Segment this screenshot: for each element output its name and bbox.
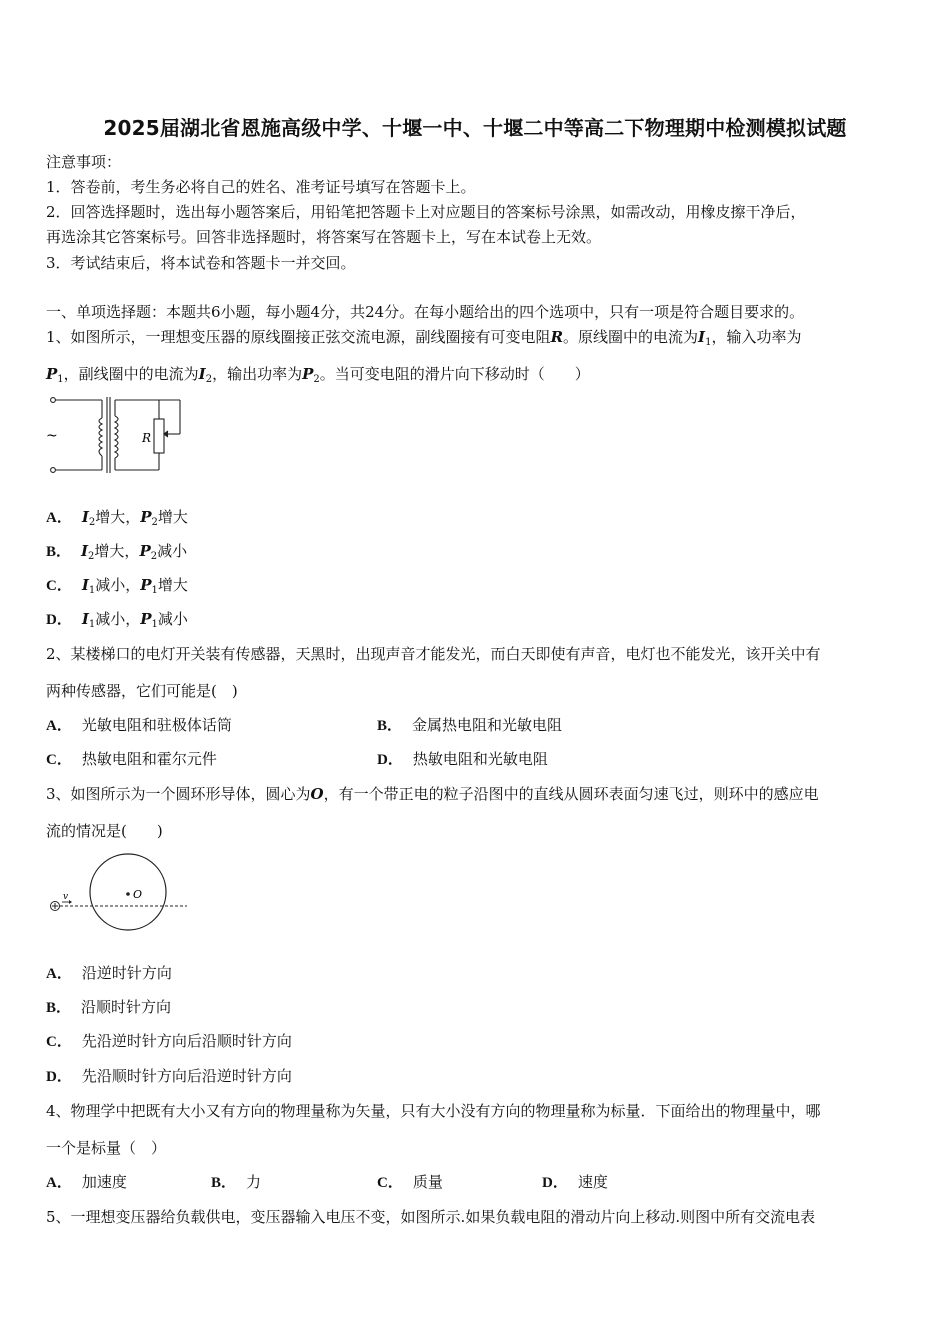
notice-line: 再选涂其它答案标号。回答非选择题时，将答案写在答题卡上，写在本试卷上无效。: [46, 228, 602, 246]
notice-line: 2．回答选择题时，选出每小题答案后，用铅笔把答题卡上对应题目的答案标号涂黑，如需改动，用橡皮擦干净后，: [46, 203, 806, 221]
q4-option-a[interactable]: A． 加速度: [46, 1173, 127, 1191]
section-heading: 一、单项选择题：本题共6小题，每小题4分，共24分。在每小题给出的四个选项中，只有一项是符合题目要求的。: [46, 303, 805, 321]
ring-conductor-figure: [44, 850, 189, 932]
q3-option-d[interactable]: D． 先沿顺时针方向后沿逆时针方向: [46, 1067, 292, 1085]
q1-stem-line2: $P_1$，副线圈中的电流为$I_2$，输出功率为$P_2$。当可变电阻的滑片向下移动时（ ）: [46, 365, 590, 385]
q4-stem-line2: 一个是标量（ ）: [46, 1139, 167, 1157]
notice-line: 3．考试结束后，将本试卷和答题卡一并交回。: [46, 254, 356, 272]
q3-stem-line2: 流的情况是( ): [46, 822, 163, 840]
q2-option-a[interactable]: A． 光敏电阻和驻极体话筒: [46, 716, 232, 734]
ac-source-symbol: ~: [46, 428, 58, 444]
q4-option-c[interactable]: C． 质量: [377, 1173, 443, 1191]
q4-stem-line1: 4、物理学中把既有大小又有方向的物理量称为矢量，只有大小没有方向的物理量称为标量．下面给出的物理量中，哪: [46, 1102, 821, 1120]
page-title: 2025届湖北省恩施高级中学、十堰一中、十堰二中等高二下物理期中检测模拟试题: [103, 116, 847, 140]
q4-option-b[interactable]: B． 力: [211, 1173, 262, 1191]
q3-stem-line1: 3、如图所示为一个圆环形导体，圆心为O，有一个带正电的粒子沿图中的直线从圆环表面匀速飞过，则环中的感应电: [46, 785, 819, 803]
q2-option-c[interactable]: C． 热敏电阻和霍尔元件: [46, 750, 217, 768]
q3-option-b[interactable]: B． 沿顺时针方向: [46, 998, 172, 1016]
q5-stem-line1: 5、一理想变压器给负载供电，变压器输入电压不变，如图所示.如果负载电阻的滑动片向上移动.则图中所有交流电表: [46, 1208, 816, 1226]
notice-heading: 注意事项：: [46, 153, 122, 171]
q1-option-c[interactable]: C． $I_1$减小，$P_1$增大: [46, 576, 188, 596]
q1-option-d[interactable]: D． $I_1$减小，$P_1$减小: [46, 610, 188, 630]
q2-option-b[interactable]: B． 金属热电阻和光敏电阻: [377, 716, 563, 734]
transformer-circuit-figure: [44, 394, 189, 476]
q4-option-d[interactable]: D． 速度: [542, 1173, 608, 1191]
q2-option-d[interactable]: D． 热敏电阻和光敏电阻: [377, 750, 548, 768]
q3-option-a[interactable]: A． 沿逆时针方向: [46, 964, 172, 982]
q2-stem-line1: 2、某楼梯口的电灯开关装有传感器，天黑时，出现声音才能发光，而白天即使有声音，电灯也不能发光，该开关中有: [46, 645, 821, 663]
center-label: O: [133, 888, 143, 901]
q3-option-c[interactable]: C． 先沿逆时针方向后沿顺时针方向: [46, 1032, 292, 1050]
q2-stem-line2: 两种传感器，它们可能是( ): [46, 682, 238, 700]
notice-line: 1．答卷前，考生务必将自己的姓名、准考证号填写在答题卡上。: [46, 178, 476, 196]
q1-option-a[interactable]: A． $I_2$增大，$P_2$增大: [46, 508, 188, 528]
q1-option-b[interactable]: B． $I_2$增大，$P_2$减小: [46, 542, 188, 562]
resistor-label: R: [142, 431, 152, 445]
velocity-label: v: [63, 892, 69, 902]
q1-stem-line1: 1、如图所示，一理想变压器的原线圈接正弦交流电源，副线圈接有可变电阻R。原线圈中的电流为$I_1$，输入功率为: [46, 328, 802, 348]
